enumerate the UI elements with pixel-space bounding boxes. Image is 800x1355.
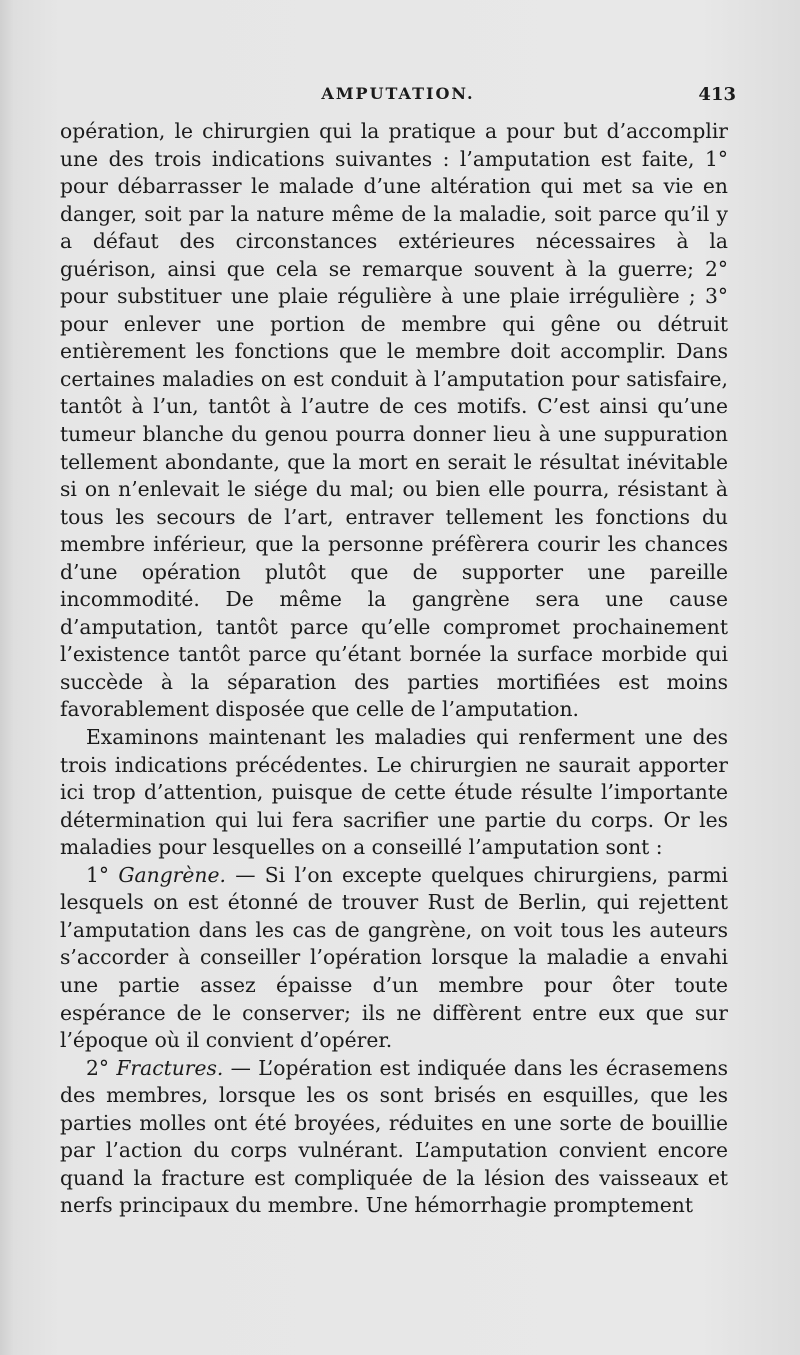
page-header bbox=[60, 84, 736, 108]
section-text-gangrene: — Si l’on excepte quelques chirurgiens, parmi lesquels on est étonné de trouver Rust de Berlin, qui rejettent l’amputation dans les cas de gangrène, on voit tous les auteurs s’accorder à conseiller l’opération lorsque la maladie a envahi une partie assez épaisse d’un membre pour ôter toute espérance de le conserver; ils ne diffèrent entre eux que sur l’époque où il convient d’opérer. bbox=[60, 862, 728, 1053]
section-number: 2° bbox=[86, 1055, 110, 1080]
section-number: 1° bbox=[86, 862, 110, 887]
running-head: AMPUTATION. bbox=[321, 84, 475, 103]
paragraph-fractures bbox=[60, 1055, 728, 1220]
section-heading-gangrene: Gangrène. bbox=[118, 862, 226, 887]
page-number: 413 bbox=[698, 84, 736, 105]
paragraph-gangrene bbox=[60, 862, 728, 1055]
section-heading-fractures: Fractures. bbox=[116, 1055, 224, 1080]
section-text-fractures: — L’opération est indiquée dans les écrasemens des membres, lorsque les os sont brisés en esquilles, que les parties molles ont été broyées, réduites en une sorte de bouillie par l’action du corps vulnérant. L’amputation convient encore quand la fracture est compliquée de la lésion des vaisseaux et nerfs principaux du membre. Une hémorrhagie promptement bbox=[60, 1055, 729, 1218]
paragraph-operation-indications: opération, le chirurgien qui la pratique a pour but d’accomplir une des trois indications suivantes : l’amputation est faite, 1° pour débarrasser le malade d’une altération qui met sa vie en danger, soit par la nature même de la maladie, soit parce qu’il y a défaut des circonstances extérieures nécessaires à la guérison, ainsi que cela se remarque souvent à la guerre; 2° pour substituer une plaie régulière à une plaie irrégulière ; 3° pour enlever une portion de membre qui gêne ou détruit entièrement les fonctions que le membre doit accomplir. Dans certaines maladies on est conduit à l’amputation pour satisfaire, tantôt à l’un, tantôt à l’autre de ces motifs. C’est ainsi qu’une tumeur blanche du genou pourra donner lieu à une suppuration tellement abondante, que la mort en serait le résultat inévitable si on n’enlevait le siége du mal; ou bien elle pourra, résistant à tous les secours de l’art, entraver tellement les fonctions du membre inférieur, que la personne préfèrera courir les chances d’une opération plutôt que de supporter une pareille incommodité. De même la gangrène sera une cause d’amputation, tantôt parce qu’elle compromet prochainement l’existence tantôt parce qu’étant bornée la surface morbide qui succède à la séparation des parties mortifiées est moins favorablement disposée que celle de l’amputation. bbox=[60, 119, 728, 722]
paragraph-examinons: Examinons maintenant les maladies qui renferment une des trois indications précédentes. Le chirurgien ne saurait apporter ici trop d’attention, puisque de cette étude résulte l’importante détermination qui lui fera sacrifier une partie du corps. Or les maladies pour lesquelles on a conseillé l’amputation sont : bbox=[60, 725, 728, 860]
body-text bbox=[60, 118, 728, 1220]
